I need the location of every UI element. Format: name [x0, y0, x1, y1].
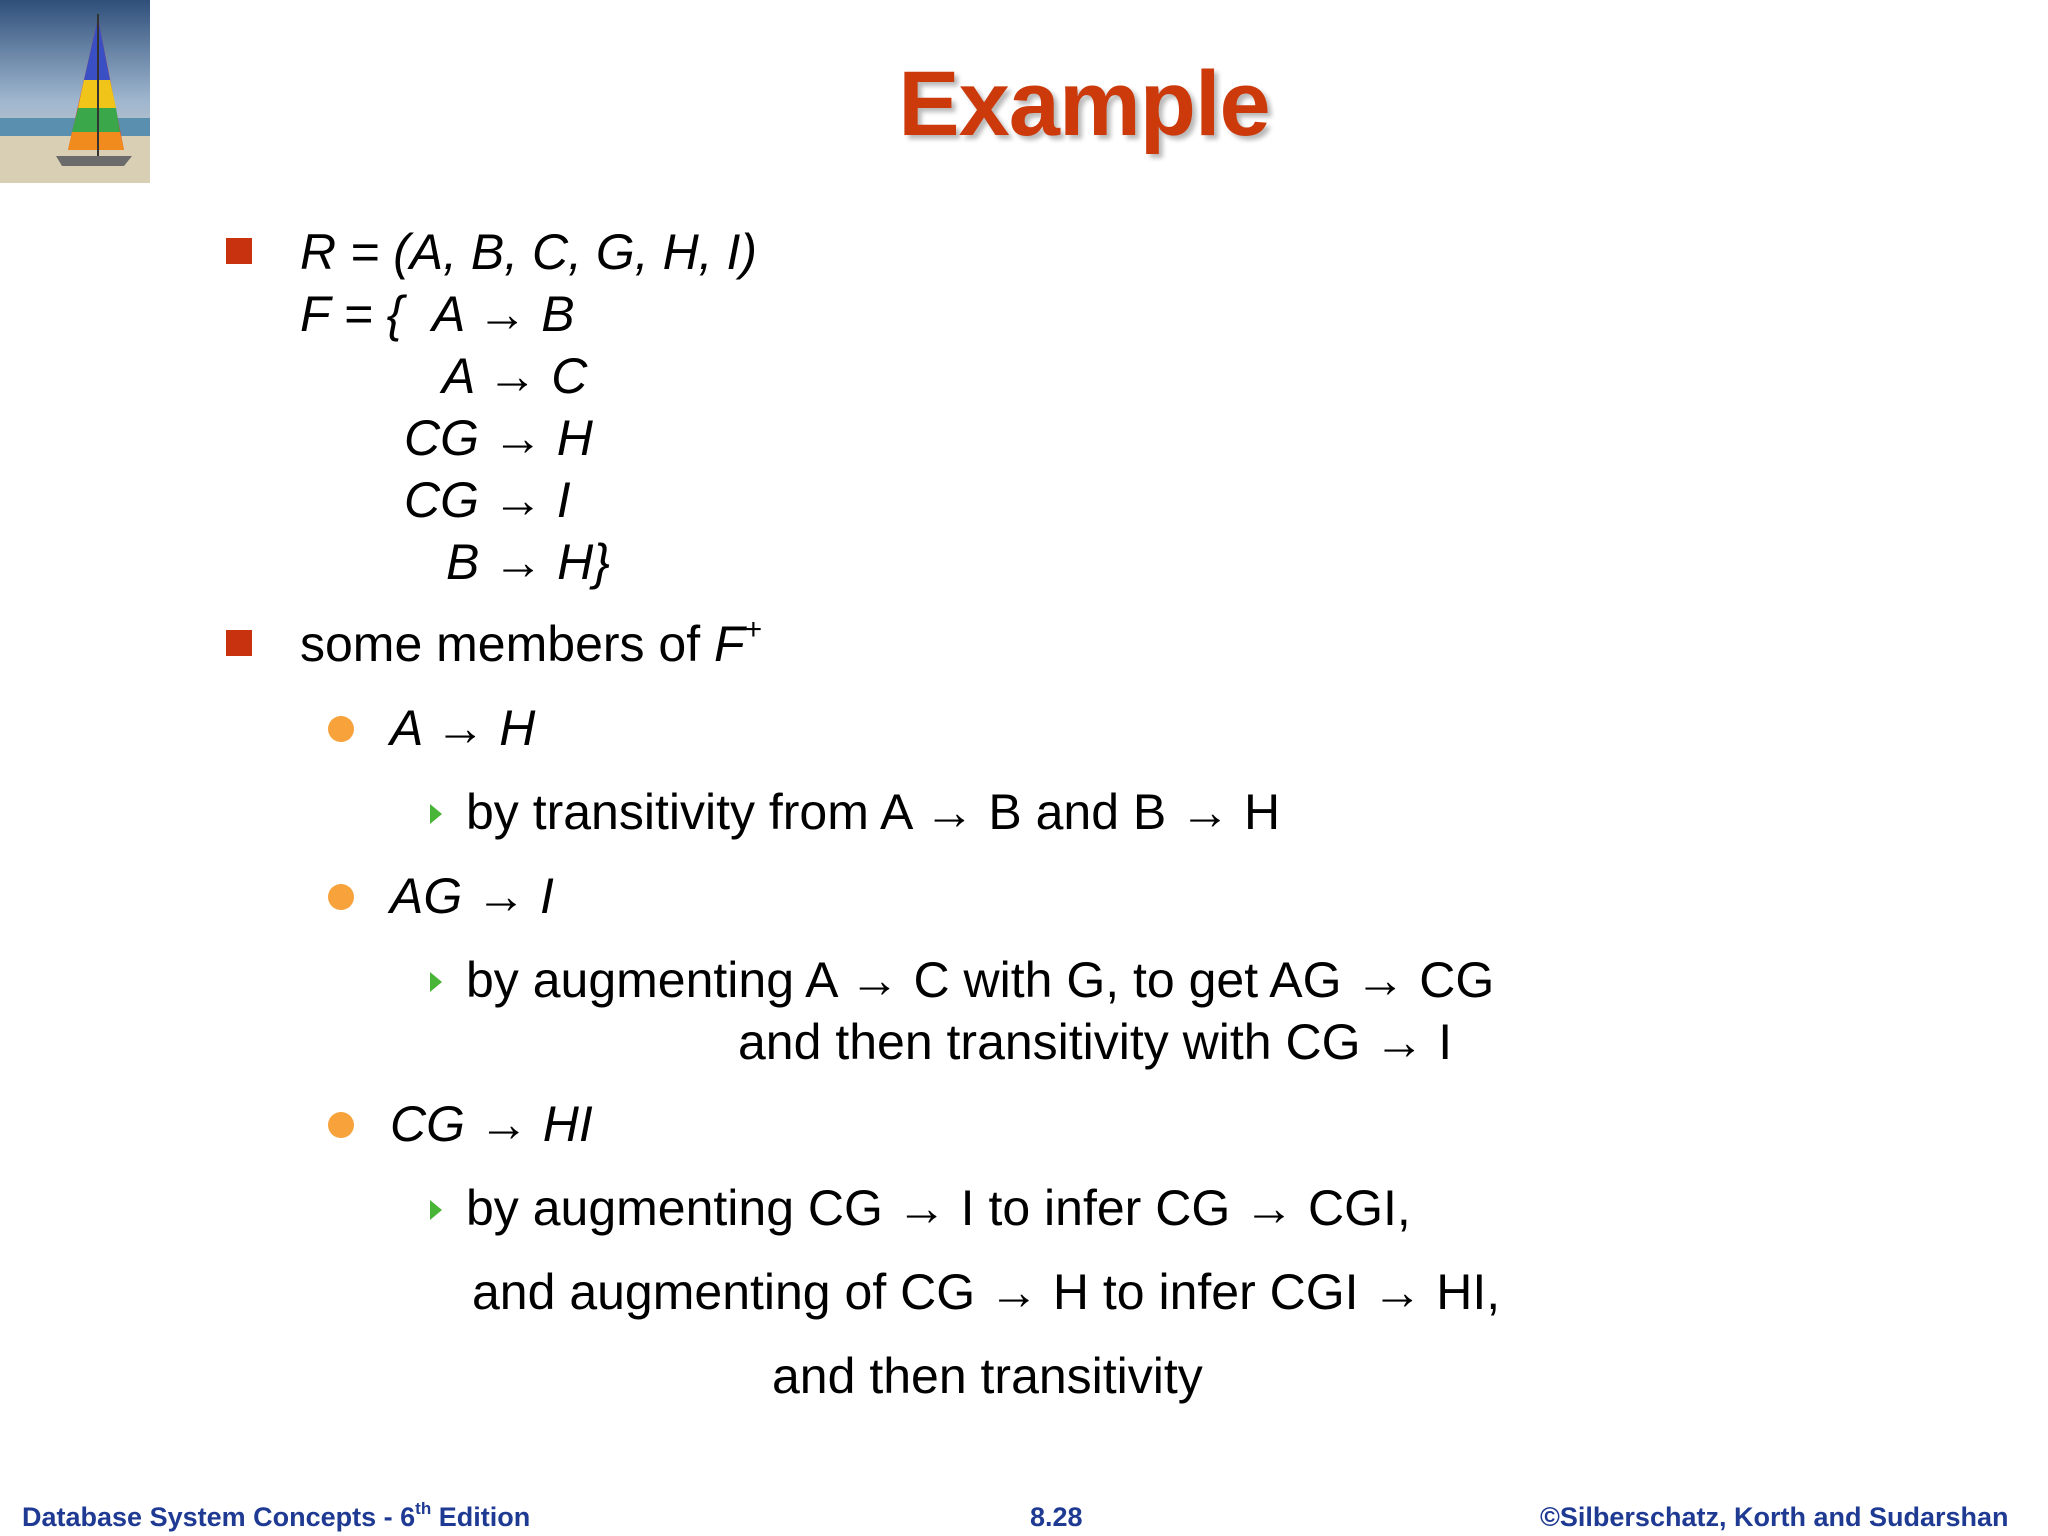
- fd-2: A → C: [442, 348, 588, 404]
- fd-1: A → B: [432, 286, 575, 342]
- fd-3: CG → H: [404, 410, 593, 466]
- members-heading-var: F: [714, 616, 745, 672]
- triangle-bullet-icon: [430, 1200, 442, 1220]
- members-heading-text: some members of: [300, 616, 715, 672]
- footer-book-title: Database System Concepts - 6: [22, 1502, 416, 1532]
- footer-edition-sup: th: [415, 1499, 432, 1518]
- footer-slide-number: 8.28: [1030, 1502, 1083, 1532]
- dot-bullet-icon: [328, 716, 354, 742]
- square-bullet-icon: [226, 238, 252, 264]
- members-heading-sup: +: [744, 613, 763, 646]
- member-reason-3-line-3: and then transitivity: [772, 1348, 1203, 1404]
- fd-5: B → H: [446, 534, 594, 590]
- footer-left: [22, 1499, 531, 1533]
- member-reason-2-line-1: by augmenting A → C with G, to get AG → CG: [466, 952, 1495, 1008]
- fd-set-close: }: [593, 534, 610, 590]
- footer-copyright: ©Silberschatz, Korth and Sudarshan: [1540, 1502, 2009, 1532]
- footer-edition-suffix: Edition: [431, 1502, 531, 1532]
- square-bullet-icon: [226, 630, 252, 656]
- member-fd-3: CG → HI: [390, 1096, 593, 1152]
- member-reason-1-line-1: by transitivity from A → B and B → H: [466, 784, 1281, 840]
- member-reason-2-line-2: and then transitivity with CG → I: [738, 1014, 1453, 1070]
- member-reason-3-line-1: by augmenting CG → I to infer CG → CGI,: [466, 1180, 1411, 1236]
- members-heading: [300, 613, 763, 672]
- triangle-bullet-icon: [430, 972, 442, 992]
- relation-def: R = (A, B, C, G, H, I): [300, 224, 758, 280]
- member-fd-1: A → H: [390, 700, 536, 756]
- slide-title: Example: [898, 53, 1270, 155]
- triangle-bullet-icon: [430, 804, 442, 824]
- dot-bullet-icon: [328, 1112, 354, 1138]
- member-reason-3-line-2: and augmenting of CG → H to infer CGI → HI,: [472, 1264, 1501, 1320]
- dot-bullet-icon: [328, 884, 354, 910]
- fd-4: CG → I: [404, 472, 571, 528]
- fd-set-open: F = {: [300, 286, 404, 342]
- member-fd-2: AG → I: [390, 868, 554, 924]
